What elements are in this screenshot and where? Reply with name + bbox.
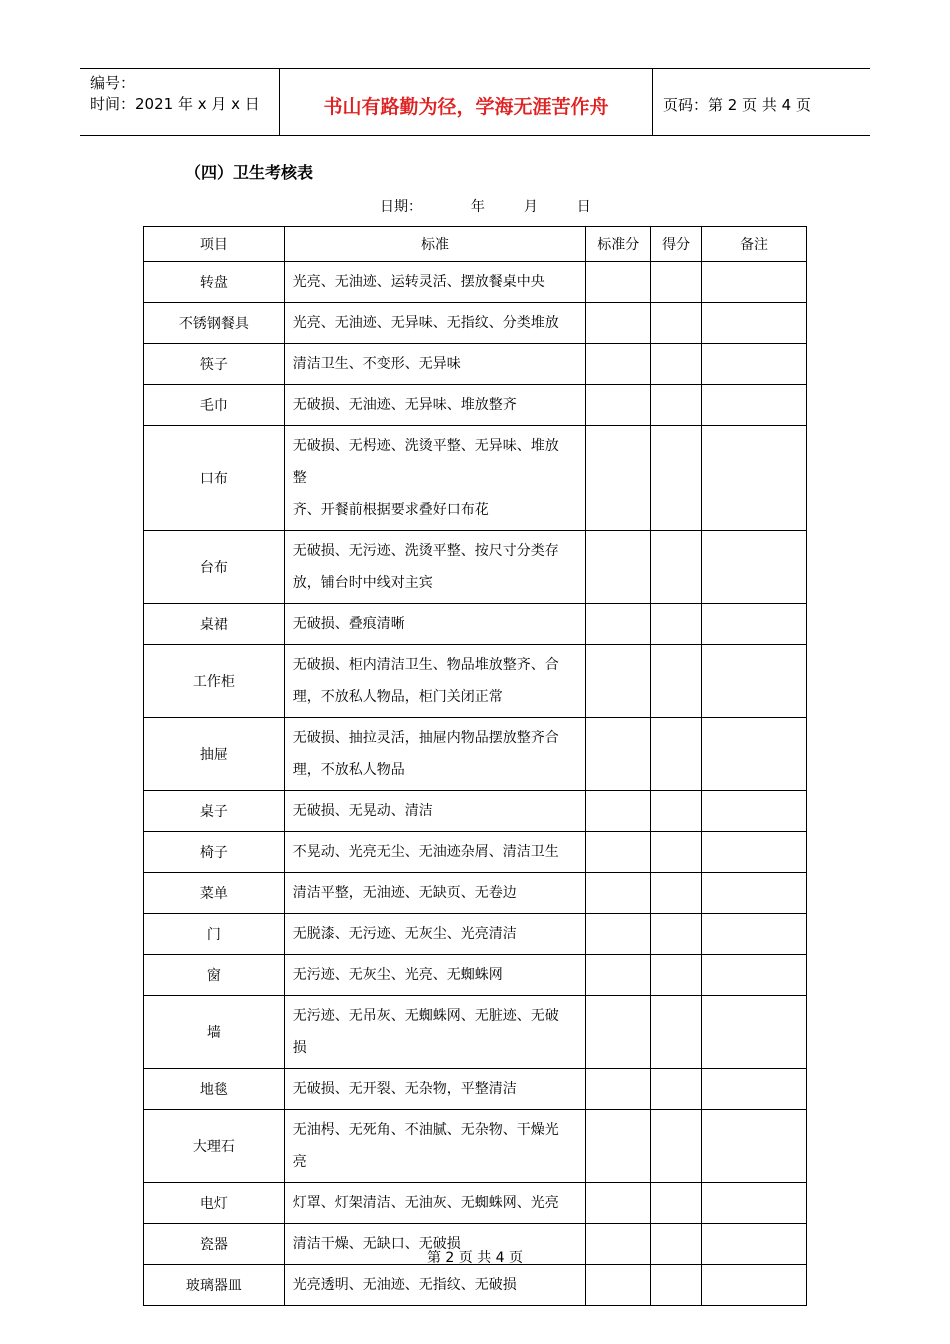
row-item: 墙	[144, 996, 285, 1069]
row-score-cell[interactable]	[651, 531, 702, 604]
row-standard-score-cell[interactable]	[586, 996, 651, 1069]
standard-line: 齐、开餐前根据要求叠好口布花	[292, 502, 489, 518]
row-remarks-cell[interactable]	[702, 1265, 807, 1306]
row-remarks-cell[interactable]	[702, 996, 807, 1069]
row-standard	[284, 914, 586, 955]
row-standard	[284, 996, 586, 1069]
row-standard-score-cell[interactable]	[586, 791, 651, 832]
row-standard-score-cell[interactable]	[586, 262, 651, 303]
row-remarks-cell[interactable]	[702, 718, 807, 791]
row-remarks-cell[interactable]	[702, 604, 807, 645]
row-remarks-cell[interactable]	[702, 873, 807, 914]
row-item: 大理石	[144, 1110, 285, 1183]
standard-line: 光亮、无油迹、无异味、无指纹、分类堆放	[292, 315, 559, 331]
standard-line: 理，不放私人物品	[292, 762, 405, 778]
row-score-cell[interactable]	[651, 1265, 702, 1306]
row-score-cell[interactable]	[651, 1110, 702, 1183]
standard-line: 放，铺台时中线对主宾	[292, 575, 433, 591]
table-row	[144, 262, 807, 303]
row-score-cell[interactable]	[651, 832, 702, 873]
row-standard-score-cell[interactable]	[586, 718, 651, 791]
row-standard	[284, 385, 586, 426]
table-row	[144, 385, 807, 426]
row-remarks-cell[interactable]	[702, 1183, 807, 1224]
row-item: 瓷器	[144, 1224, 285, 1265]
row-score-cell[interactable]	[651, 262, 702, 303]
row-remarks-cell[interactable]	[702, 832, 807, 873]
standard-line: 无破损、抽拉灵活，抽屉内物品摆放整齐合	[292, 730, 559, 746]
column-header-score: 得分	[651, 227, 702, 262]
row-standard	[284, 344, 586, 385]
row-standard	[284, 531, 586, 604]
row-item: 菜单	[144, 873, 285, 914]
row-remarks-cell[interactable]	[702, 791, 807, 832]
row-standard	[284, 262, 586, 303]
standard-line: 光亮、无油迹、运转灵活、摆放餐桌中央	[292, 274, 545, 290]
document-number-label: 编号：	[90, 74, 136, 92]
document-time-label: 时间：2021 年 x 月 x 日	[90, 95, 260, 113]
standard-line: 亮	[292, 1154, 307, 1170]
row-item: 抽屉	[144, 718, 285, 791]
table-row	[144, 531, 807, 604]
row-standard-score-cell[interactable]	[586, 873, 651, 914]
row-standard	[284, 791, 586, 832]
header-page-number: 页码：第 2 页 共 4 页	[663, 95, 811, 114]
table-row	[144, 1110, 807, 1183]
row-standard-score-cell[interactable]	[586, 645, 651, 718]
date-year: 年	[470, 199, 485, 215]
row-score-cell[interactable]	[651, 955, 702, 996]
table-row	[144, 1069, 807, 1110]
page-footer: 第 2 页 共 4 页	[426, 1250, 524, 1266]
row-item: 转盘	[144, 262, 285, 303]
row-score-cell[interactable]	[651, 914, 702, 955]
row-standard	[284, 832, 586, 873]
standard-line: 不晃动、光亮无尘、无油迹杂屑、清洁卫生	[292, 844, 559, 860]
row-remarks-cell[interactable]	[702, 426, 807, 531]
table-row	[144, 426, 807, 531]
header-meta	[80, 69, 280, 135]
row-standard	[284, 645, 586, 718]
row-standard	[284, 303, 586, 344]
standard-line: 光亮透明、无油迹、无指纹、无破损	[292, 1277, 517, 1293]
standard-line: 无油枵、无死角、不油腻、无杂物、干燥光	[292, 1122, 559, 1138]
row-remarks-cell[interactable]	[702, 955, 807, 996]
column-header-standard: 标准	[284, 227, 586, 262]
table-row	[144, 303, 807, 344]
table-row	[144, 1265, 807, 1306]
row-remarks-cell[interactable]	[702, 1069, 807, 1110]
row-standard	[284, 955, 586, 996]
row-item: 筷子	[144, 344, 285, 385]
row-remarks-cell[interactable]	[702, 645, 807, 718]
row-remarks-cell[interactable]	[702, 385, 807, 426]
table-row	[144, 344, 807, 385]
row-remarks-cell[interactable]	[702, 303, 807, 344]
row-score-cell[interactable]	[651, 645, 702, 718]
standard-line: 无污迹、无吊灰、无蜘蛛网、无脏迹、无破	[292, 1008, 559, 1024]
row-item: 桌子	[144, 791, 285, 832]
standard-line: 清洁卫生、不变形、无异味	[292, 356, 461, 372]
standard-line: 损	[292, 1040, 307, 1056]
date-day: 日	[576, 199, 591, 215]
row-score-cell[interactable]	[651, 791, 702, 832]
standard-line: 无破损、柜内清洁卫生、物品堆放整齐、合	[292, 657, 559, 673]
date-month: 月	[523, 199, 538, 215]
row-standard-score-cell[interactable]	[586, 1110, 651, 1183]
standard-line: 无污迹、无灰尘、光亮、无蜘蛛网	[292, 967, 503, 983]
table-row	[144, 718, 807, 791]
row-standard	[284, 1265, 586, 1306]
row-standard-score-cell[interactable]	[586, 832, 651, 873]
standard-line: 清洁干燥、无缺口、无破损	[292, 1236, 461, 1252]
row-item: 玻璃器皿	[144, 1265, 285, 1306]
row-standard-score-cell[interactable]	[586, 955, 651, 996]
table-row	[144, 604, 807, 645]
table-row	[144, 996, 807, 1069]
date-line	[380, 196, 591, 216]
row-remarks-cell[interactable]	[702, 914, 807, 955]
standard-line: 无破损、叠痕清晰	[292, 616, 405, 632]
table-row	[144, 1183, 807, 1224]
standard-line: 清洁平整，无油迹、无缺页、无卷边	[292, 885, 517, 901]
row-item: 椅子	[144, 832, 285, 873]
standard-line: 整	[292, 470, 307, 486]
row-score-cell[interactable]	[651, 718, 702, 791]
standard-line: 无破损、无污迹、洗烫平整、按尺寸分类存	[292, 543, 559, 559]
row-score-cell[interactable]	[651, 996, 702, 1069]
table-row	[144, 873, 807, 914]
table-header-row	[144, 227, 807, 262]
row-score-cell[interactable]	[651, 873, 702, 914]
row-remarks-cell[interactable]	[702, 1110, 807, 1183]
row-standard-score-cell[interactable]	[586, 1069, 651, 1110]
row-standard	[284, 1069, 586, 1110]
row-standard-score-cell[interactable]	[586, 385, 651, 426]
row-standard	[284, 1183, 586, 1224]
standard-line: 无脱漆、无污迹、无灰尘、光亮清洁	[292, 926, 517, 942]
row-standard	[284, 718, 586, 791]
row-standard	[284, 604, 586, 645]
row-remarks-cell[interactable]	[702, 344, 807, 385]
standard-line: 无破损、无开裂、无杂物，平整清洁	[292, 1081, 517, 1097]
row-standard-score-cell[interactable]	[586, 344, 651, 385]
date-label: 日期：	[380, 199, 422, 215]
table-row	[144, 955, 807, 996]
row-score-cell[interactable]	[651, 385, 702, 426]
row-item: 台布	[144, 531, 285, 604]
row-score-cell[interactable]	[651, 604, 702, 645]
header-motto: 书山有路勤为径，学海无涯苦作舟	[280, 69, 653, 135]
row-standard-score-cell[interactable]	[586, 531, 651, 604]
row-standard-score-cell[interactable]	[586, 914, 651, 955]
table-row	[144, 914, 807, 955]
row-standard-score-cell[interactable]	[586, 303, 651, 344]
row-score-cell[interactable]	[651, 1069, 702, 1110]
row-score-cell[interactable]	[651, 1183, 702, 1224]
row-standard	[284, 1110, 586, 1183]
row-item: 工作柜	[144, 645, 285, 718]
standard-line: 理，不放私人物品，柜门关闭正常	[292, 689, 503, 705]
row-standard-score-cell[interactable]	[586, 604, 651, 645]
column-header-standard-score: 标准分	[586, 227, 651, 262]
row-score-cell[interactable]	[651, 344, 702, 385]
row-score-cell[interactable]	[651, 426, 702, 531]
hygiene-assessment-table	[143, 226, 807, 1306]
row-item: 地毯	[144, 1069, 285, 1110]
standard-line: 无破损、无枵迹、洗烫平整、无异味、堆放	[292, 438, 559, 454]
row-item: 不锈钢餐具	[144, 303, 285, 344]
row-item: 桌裙	[144, 604, 285, 645]
table-row	[144, 645, 807, 718]
row-standard	[284, 426, 586, 531]
standard-line: 灯罩、灯架清洁、无油灰、无蜘蛛网、光亮	[292, 1195, 559, 1211]
column-header-item: 项目	[144, 227, 285, 262]
row-item: 毛巾	[144, 385, 285, 426]
table-row	[144, 832, 807, 873]
row-item: 门	[144, 914, 285, 955]
row-item: 电灯	[144, 1183, 285, 1224]
standard-line: 无破损、无晃动、清洁	[292, 803, 433, 819]
table-row	[144, 791, 807, 832]
row-standard-score-cell[interactable]	[586, 426, 651, 531]
row-standard	[284, 873, 586, 914]
row-item: 窗	[144, 955, 285, 996]
row-item: 口布	[144, 426, 285, 531]
column-header-remarks: 备注	[702, 227, 807, 262]
standard-line: 无破损、无油迹、无异味、堆放整齐	[292, 397, 517, 413]
section-title: （四）卫生考核表	[185, 163, 314, 182]
row-standard-score-cell[interactable]	[586, 1265, 651, 1306]
row-remarks-cell[interactable]	[702, 262, 807, 303]
row-remarks-cell[interactable]	[702, 531, 807, 604]
row-standard-score-cell[interactable]	[586, 1183, 651, 1224]
row-score-cell[interactable]	[651, 303, 702, 344]
page-header	[80, 68, 870, 136]
